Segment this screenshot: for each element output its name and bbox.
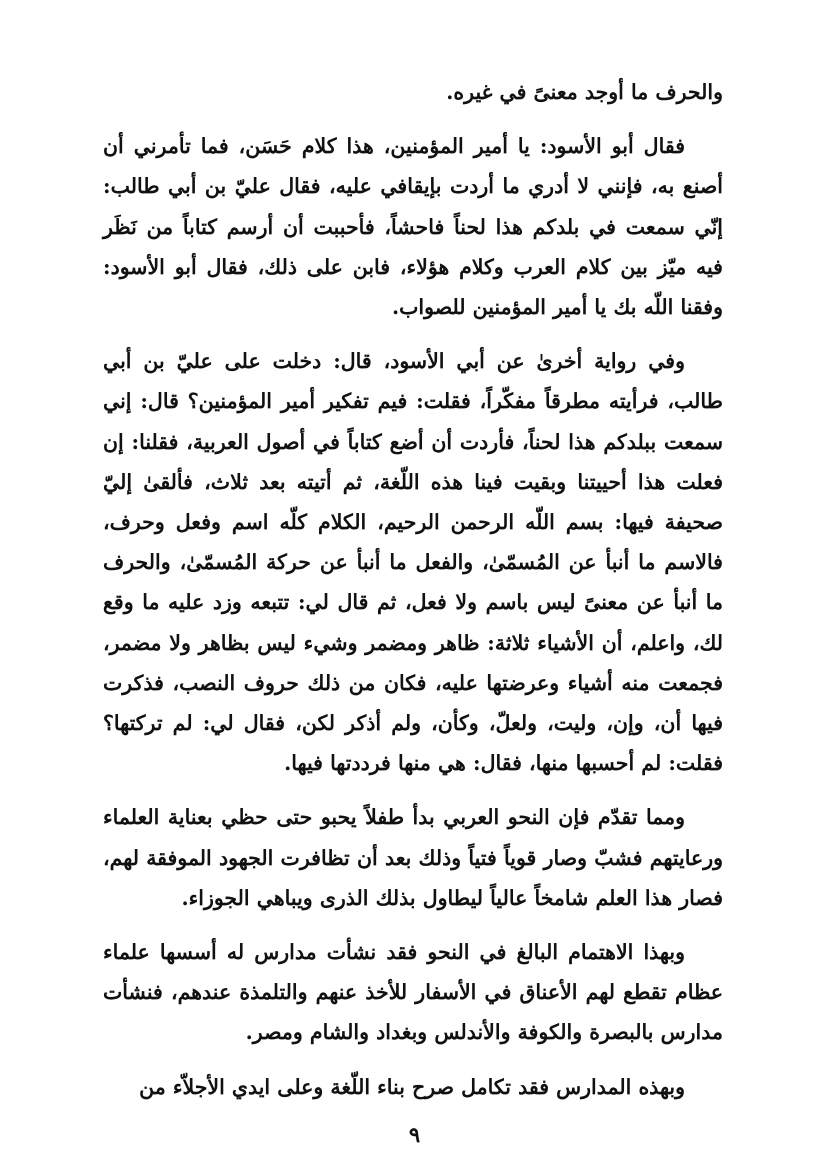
page-number: ٩ [408, 1122, 421, 1147]
paragraph-grammar-growth: ومما تقدّم فإن النحو العربي بدأ طفلاً يحبو حتى حظي بعناية العلماء ورعايتهم فشبّ وصار قوياً فتياً وذلك بعد أن تظافرت الجهود الموفقة لهم، فصار هذا العلم شامخاً عالياً ليطاول بذلك الذرى ويباهي الجوزاء. [103, 805, 723, 910]
paragraph-grammar-schools: وبهذا الاهتمام البالغ في النحو فقد نشأت مدارس له أسسها علماء عظام تقطع لهم الأعناق في الأسفار للأخذ عنهم والتلمذة عندهم، فنشأت مدارس بالبصرة والكوفة والأندلس وبغداد والشام ومصر. [103, 940, 723, 1045]
paragraph-abu-al-aswad-reply: فقال أبو الأسود: يا أمير المؤمنين، هذا كلام حَسَن، فما تأمرني أن أصنع به، فإنني لا أدري ما أردت بإيقافي عليه، فقال عليّ بن أبي طالب: إنّي سمعت في بلدكم هذا لحناً فاحشاً، فأحببت أن أرسم كتاباً من نَظَر فيه ميّز بين كلام العرب وكلام هؤلاء، فابن على ذلك، فقال أبو الأسود: وفقنا اللّه بك يا أمير المؤمنين للصواب. [103, 134, 723, 320]
paragraph-continuation: والحرف ما أوجد معنىً في غيره. [446, 80, 723, 104]
paragraph-another-narration: وفي رواية أخرىٰ عن أبي الأسود، قال: دخلت على عليّ بن أبي طالب، فرأيته مطرقاً مفكّراً، فقلت: فيم تفكير أمير المؤمنين؟ قال: إني سمعت ببلدكم هذا لحناً، فأردت أن أضع كتاباً في أصول العربية، فقلنا: إن فعلت هذا أحييتنا وبقيت فينا هذه اللّغة، ثم أتيته بعد ثلاث، فألقىٰ إليّ صحيفة فيها: بسم اللّه الرحمن الرحيم، الكلام كلّه اسم وفعل وحرف، فالاسم ما أنبأ عن المُسمّىٰ، والفعل ما أنبأ عن حركة المُسمّىٰ، والحرف ما أنبأ عن معنىً ليس باسم ولا فعل، ثم قال لي: تتبعه وزد عليه ما وقع لك، واعلم، أن الأشياء ثلاثة: ظاهر ومضمر وشيء ليس بظاهر ولا مضمر، فجمعت منه أشياء وعرضتها عليه، فكان من ذلك حروف النصب، فذكرت فيها أن، وإن، وليت، ولعلّ، وكأن، ولم أذكر لكن، فقال لي: لم تركتها؟ فقلت: لم أحسبها منها، فقال: هي منها فرددتها فيها. [103, 349, 723, 776]
paragraph-schools-continuation: وبهذه المدارس فقد تكامل صرح بناء اللّغة وعلى ايدي الأجلاّء من [139, 1074, 685, 1099]
body-text [103, 72, 723, 1107]
